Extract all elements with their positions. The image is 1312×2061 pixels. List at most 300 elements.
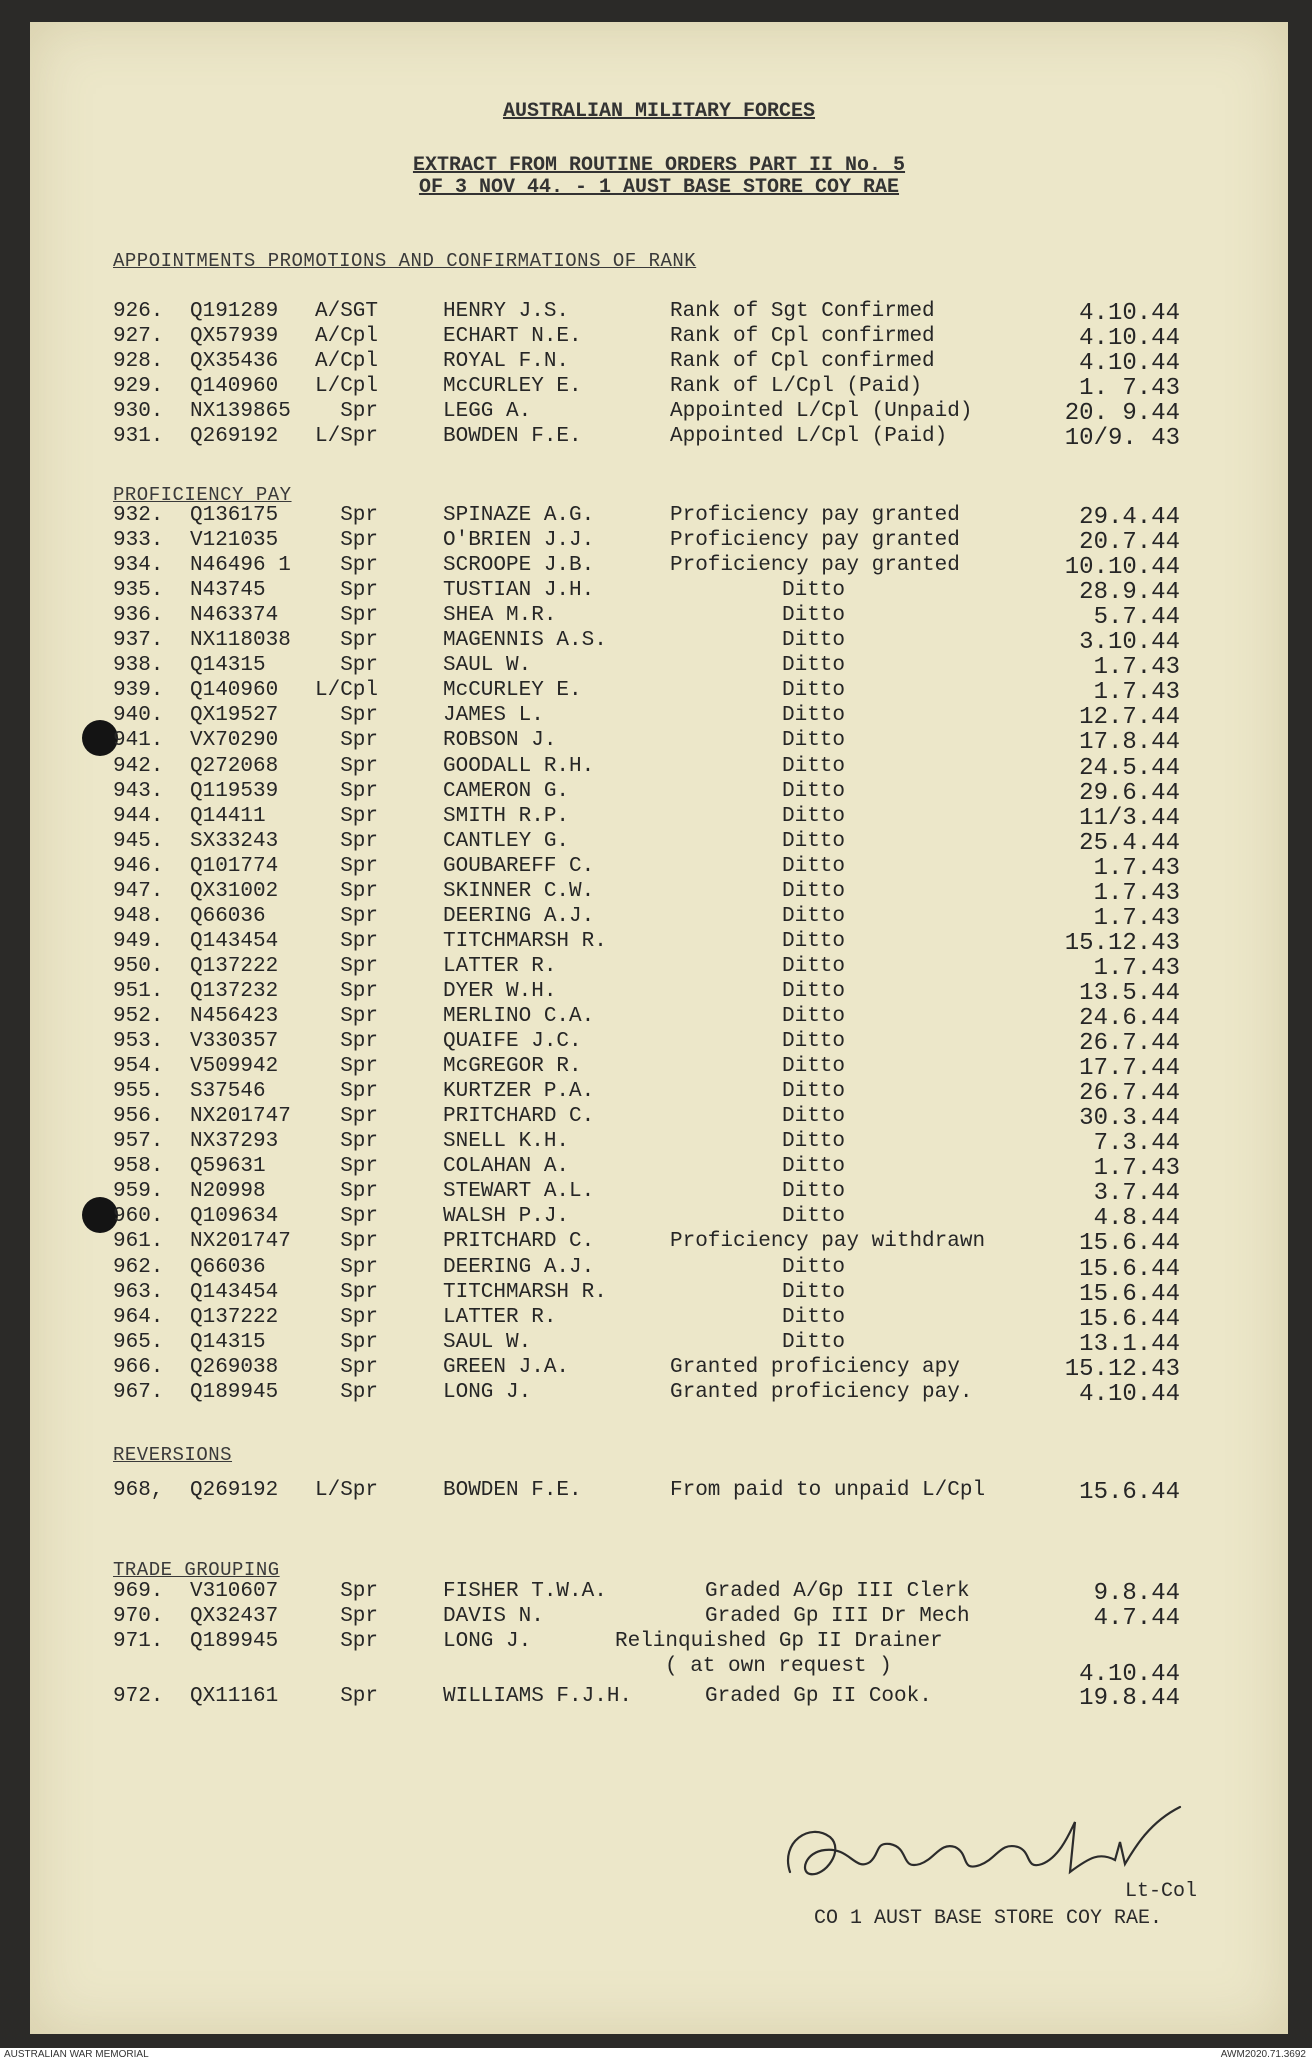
entry-number: 955. (113, 1080, 164, 1104)
rank: Spr (340, 854, 378, 878)
rank: Spr (340, 929, 378, 953)
rank: Spr (340, 1380, 378, 1404)
entry-row (30, 1155, 1288, 1183)
service-number: QX32437 (190, 1605, 279, 1628)
entry-number: 965. (113, 1330, 164, 1354)
rank: Spr (340, 1105, 378, 1129)
entry-row (30, 880, 1288, 905)
entry-row (30, 1331, 1288, 1356)
entry-number: 937. (113, 629, 164, 653)
entry-date: 9.8.44 (1093, 1580, 1180, 1607)
rank: Spr (340, 704, 378, 728)
entry-description: Granted proficiency apy (670, 1355, 960, 1379)
member-name: DYER W.H. (443, 979, 557, 1003)
entry-date: 4.10.44 (1079, 1661, 1180, 1688)
rank: Spr (340, 729, 378, 753)
entry-date: 1.7.43 (1093, 679, 1180, 707)
rank: Spr (340, 1180, 378, 1204)
service-number: QX11161 (190, 1685, 279, 1708)
entry-row (30, 1356, 1288, 1381)
entry-description: Ditto (782, 904, 846, 928)
entry-description: Ditto (782, 1255, 846, 1279)
entry-date: 13.5.44 (1079, 979, 1180, 1007)
rank: Spr (340, 1005, 378, 1028)
entry-number: 970. (113, 1605, 164, 1628)
entry-row (30, 1256, 1288, 1281)
rank: Spr (340, 1605, 378, 1628)
entry-date: 3.7.44 (1093, 1180, 1180, 1208)
rank: Spr (340, 879, 378, 903)
footer-accession-number: AWM2020.71.3692 (1220, 2049, 1306, 2060)
entry-number: 963. (113, 1280, 164, 1304)
member-name: BOWDEN F.E. (443, 1479, 582, 1502)
service-number: Q272068 (190, 754, 279, 778)
rank: L/Cpl (314, 375, 378, 398)
entry-row (30, 855, 1288, 880)
document-title: AUSTRALIAN MILITARY FORCES (502, 100, 816, 123)
entry-date: 15.6.44 (1079, 1280, 1180, 1308)
entry-row (30, 1105, 1288, 1133)
entry-description: Ditto (782, 1155, 846, 1179)
section-heading-reversions: REVERSIONS (113, 1444, 233, 1466)
rank: Spr (340, 1080, 378, 1104)
entry-description: Ditto (782, 679, 846, 703)
member-name: BOWDEN F.E. (443, 425, 582, 448)
member-name: PRITCHARD C. (443, 1230, 595, 1254)
section-heading-proficiency: PROFICIENCY PAY (113, 484, 292, 506)
entry-description: Rank of L/Cpl (Paid) (670, 375, 923, 398)
member-name: SMITH R.P. (443, 804, 570, 828)
rank: Spr (340, 604, 378, 628)
entry-row (30, 704, 1288, 732)
entry-row (30, 1005, 1288, 1030)
service-number: N463374 (190, 604, 279, 628)
section-heading-appointments: APPOINTMENTS PROMOTIONS AND CONFIRMATIONS OF RANK (113, 250, 697, 272)
member-name: SHEA M.R. (443, 604, 557, 628)
member-name: TITCHMARSH R. (443, 929, 607, 953)
entry-number: 952. (113, 1005, 164, 1028)
rank: Spr (340, 1280, 378, 1304)
entry-date: 24.5.44 (1079, 754, 1180, 782)
entry-description: Ditto (782, 1180, 846, 1204)
service-number: Q119539 (190, 779, 279, 803)
rank: Spr (340, 1055, 378, 1079)
service-number: QX57939 (190, 325, 279, 348)
entry-number: 947. (113, 879, 164, 903)
entry-number: 942. (113, 754, 164, 778)
member-name: DEERING A.J. (443, 904, 595, 928)
entry-number: 946. (113, 854, 164, 878)
entry-description: Ditto (782, 1030, 846, 1054)
entry-description: From paid to unpaid L/Cpl (670, 1479, 986, 1502)
entry-date: 19.8.44 (1079, 1685, 1180, 1712)
entry-description: Ditto (782, 879, 846, 903)
entry-date: 4.7.44 (1093, 1605, 1180, 1632)
entry-number: 943. (113, 779, 164, 803)
service-number: SX33243 (190, 829, 279, 853)
rank: Spr (340, 1230, 378, 1254)
service-number: Q269038 (190, 1355, 279, 1379)
entry-number: 948. (113, 904, 164, 928)
member-name: ECHART N.E. (443, 325, 582, 348)
service-number: V121035 (190, 529, 279, 553)
entry-number: 951. (113, 979, 164, 1003)
entry-date: 1.7.43 (1093, 954, 1180, 982)
member-name: JAMES L. (443, 704, 544, 728)
service-number: QX35436 (190, 350, 279, 373)
entry-description: Ditto (782, 1280, 846, 1304)
service-number: VX70290 (190, 729, 279, 753)
member-name: ROYAL F.N. (443, 350, 570, 373)
member-name: MERLINO C.A. (443, 1005, 595, 1028)
member-name: SAUL W. (443, 654, 532, 678)
entry-date: 7.3.44 (1093, 1130, 1180, 1158)
rank: Spr (340, 1205, 378, 1229)
member-name: TITCHMARSH R. (443, 1280, 607, 1304)
entry-row (30, 1479, 1288, 1504)
entry-number: 928. (113, 350, 164, 373)
document-page (30, 22, 1288, 2034)
service-number: Q14411 (190, 804, 266, 828)
member-name: LEGG A. (443, 400, 532, 423)
entry-date: 29.4.44 (1079, 504, 1180, 531)
entry-date: 1.7.43 (1093, 1155, 1180, 1183)
entry-description: Ditto (782, 829, 846, 853)
entry-number: 960. (113, 1205, 164, 1229)
entry-number: 945. (113, 829, 164, 853)
entry-date: 1.7.43 (1093, 879, 1180, 907)
service-number: Q109634 (190, 1205, 279, 1229)
entry-row (30, 830, 1288, 855)
entry-description: Ditto (782, 1130, 846, 1154)
entry-row (30, 1306, 1288, 1331)
entry-number: 950. (113, 954, 164, 978)
entry-row (30, 425, 1288, 450)
service-number: Q66036 (190, 904, 266, 928)
service-number: Q143454 (190, 1280, 279, 1304)
entry-date: 25.4.44 (1079, 829, 1180, 857)
service-number: Q136175 (190, 504, 279, 527)
service-number: Q189945 (190, 1380, 279, 1404)
entry-number: 953. (113, 1030, 164, 1054)
member-name: CAMERON G. (443, 779, 570, 803)
rank: Spr (340, 654, 378, 678)
entry-description: Appointed L/Cpl (Paid) (670, 425, 948, 448)
member-name: CANTLEY G. (443, 829, 570, 853)
entry-description: Ditto (782, 929, 846, 953)
entry-row (30, 980, 1288, 1005)
entry-row (30, 805, 1288, 830)
entry-description: Ditto (782, 779, 846, 803)
entry-date: 26.7.44 (1079, 1030, 1180, 1058)
entry-row (30, 1205, 1288, 1233)
entry-description: Ditto (782, 629, 846, 653)
entry-date: 4.10.44 (1079, 300, 1180, 327)
rank: Spr (340, 829, 378, 853)
member-name: TUSTIAN J.H. (443, 579, 595, 603)
member-name: O'BRIEN J.J. (443, 529, 595, 553)
entry-row (30, 554, 1288, 582)
entry-row (30, 1130, 1288, 1158)
entry-description: Graded Gp II Cook. (705, 1685, 932, 1708)
rank: Spr (340, 1030, 378, 1054)
entry-description: Ditto (782, 1305, 846, 1329)
member-name: SPINAZE A.G. (443, 504, 595, 527)
entry-row (30, 1180, 1288, 1208)
entry-row (30, 325, 1288, 350)
entry-date: 24.6.44 (1079, 1005, 1180, 1032)
entry-row (30, 1685, 1288, 1710)
service-number: Q189945 (190, 1630, 279, 1653)
service-number: Q14315 (190, 654, 266, 678)
section-heading-trade-grouping: TRADE GROUPING (113, 1559, 280, 1581)
entry-description: Ditto (782, 1105, 846, 1129)
entry-row (30, 504, 1288, 529)
service-number: Q137222 (190, 1305, 279, 1329)
entry-date: 15.6.44 (1079, 1230, 1180, 1258)
rank: L/Spr (314, 425, 378, 448)
service-number: Q143454 (190, 929, 279, 953)
entry-date: 30.3.44 (1079, 1105, 1180, 1133)
entry-row (30, 1580, 1288, 1605)
member-name: McCURLEY E. (443, 375, 582, 398)
entry-date: 1. 7.43 (1079, 375, 1180, 402)
entry-description: Relinquished Gp II Drainer (615, 1630, 943, 1653)
service-number: Q191289 (190, 300, 279, 323)
rank: Spr (340, 754, 378, 778)
entry-row (30, 400, 1288, 425)
entry-number: 969. (113, 1580, 164, 1603)
entry-number: 927. (113, 325, 164, 348)
footer-credit: AUSTRALIAN WAR MEMORIAL (4, 2049, 149, 2060)
entry-number: 971. (113, 1630, 164, 1653)
entry-row (30, 604, 1288, 632)
rank: Spr (340, 400, 378, 423)
entry-row (30, 1080, 1288, 1108)
entry-description: Proficiency pay withdrawn (670, 1230, 986, 1254)
entry-number: 959. (113, 1180, 164, 1204)
member-name: GOUBAREFF C. (443, 854, 595, 878)
entry-number: 941. (113, 729, 164, 753)
service-number: Q59631 (190, 1155, 266, 1179)
member-name: ROBSON J. (443, 729, 557, 753)
entry-row (30, 729, 1288, 757)
entry-date: 1.7.43 (1093, 854, 1180, 882)
entry-description: Ditto (782, 804, 846, 828)
entry-date: 15.12.43 (1064, 929, 1180, 957)
member-name: SAUL W. (443, 1330, 532, 1354)
service-number: Q101774 (190, 854, 279, 878)
service-number: N43745 (190, 579, 266, 603)
entry-description: Ditto (782, 854, 846, 878)
entry-row (30, 1055, 1288, 1083)
rank: Spr (340, 1305, 378, 1329)
rank: Spr (340, 579, 378, 603)
member-name: MAGENNIS A.S. (443, 629, 607, 653)
rank: Spr (340, 1355, 378, 1379)
entry-row (30, 930, 1288, 955)
signature-rank: Lt-Col (1125, 1880, 1198, 1903)
entry-date: 29.6.44 (1079, 779, 1180, 807)
entry-number: 961. (113, 1230, 164, 1254)
service-number: NX118038 (190, 629, 291, 653)
entry-description: Proficiency pay granted (670, 554, 960, 578)
entry-number: 932. (113, 504, 164, 527)
rank: Spr (340, 904, 378, 928)
entry-description-continued: ( at own request ) (665, 1655, 892, 1678)
rank: Spr (340, 1685, 378, 1708)
member-name: LONG J. (443, 1380, 532, 1404)
entry-row (30, 1281, 1288, 1306)
entry-date: 4.10.44 (1079, 350, 1180, 377)
entry-row (30, 1605, 1288, 1630)
service-number: N456423 (190, 1005, 279, 1028)
entry-row (30, 654, 1288, 682)
service-number: NX139865 (190, 400, 291, 423)
entry-row (30, 780, 1288, 805)
service-number: N46496 1 (190, 554, 291, 578)
entry-row (30, 300, 1288, 325)
service-number: V330357 (190, 1030, 279, 1054)
entry-date: 4.10.44 (1079, 325, 1180, 352)
entry-description: Ditto (782, 579, 846, 603)
entry-row (30, 905, 1288, 930)
entry-date: 4.10.44 (1079, 1380, 1180, 1408)
entry-description: Ditto (782, 604, 846, 628)
entry-row (30, 1230, 1288, 1258)
entry-number: 934. (113, 554, 164, 578)
member-name: SKINNER C.W. (443, 879, 595, 903)
member-name: LATTER R. (443, 1305, 557, 1329)
entry-row (30, 1381, 1288, 1406)
entry-description: Ditto (782, 979, 846, 1003)
member-name: HENRY J.S. (443, 300, 570, 323)
entry-number: 930. (113, 400, 164, 423)
service-number: Q269192 (190, 425, 279, 448)
entry-description: Proficiency pay granted (670, 504, 960, 527)
rank: A/SGT (314, 300, 378, 323)
rank: Spr (340, 979, 378, 1003)
entry-date: 20.7.44 (1079, 529, 1180, 557)
entry-number: 957. (113, 1130, 164, 1154)
service-number: Q137222 (190, 954, 279, 978)
entry-description: Ditto (782, 1205, 846, 1229)
entry-date: 10.10.44 (1064, 554, 1180, 582)
member-name: KURTZER P.A. (443, 1080, 595, 1104)
rank: Spr (340, 1155, 378, 1179)
rank: Spr (340, 1330, 378, 1354)
member-name: COLAHAN A. (443, 1155, 570, 1179)
member-name: LONG J. (443, 1630, 532, 1653)
document-subtitle-line1: EXTRACT FROM ROUTINE ORDERS PART II No. 5 (412, 154, 906, 177)
entry-row (30, 1030, 1288, 1058)
entry-number: 962. (113, 1255, 164, 1279)
entry-date: 5.7.44 (1093, 604, 1180, 632)
entry-date: 15.12.43 (1064, 1355, 1180, 1383)
service-number: QX19527 (190, 704, 279, 728)
entry-description: Ditto (782, 1005, 846, 1028)
entry-description: Ditto (782, 704, 846, 728)
rank: Spr (340, 1580, 378, 1603)
entry-date: 15.6.44 (1079, 1479, 1180, 1506)
entry-number: 931. (113, 425, 164, 448)
member-name: McGREGOR R. (443, 1055, 582, 1079)
entry-date: 1.7.43 (1093, 654, 1180, 682)
member-name: LATTER R. (443, 954, 557, 978)
entry-number: 938. (113, 654, 164, 678)
member-name: PRITCHARD C. (443, 1105, 595, 1129)
rank: A/Cpl (314, 325, 378, 348)
entry-description: Graded A/Gp III Clerk (705, 1580, 970, 1603)
entry-date: 26.7.44 (1079, 1080, 1180, 1108)
service-number: S37546 (190, 1080, 266, 1104)
entry-row (30, 1630, 1288, 1688)
service-number: Q140960 (190, 679, 279, 703)
entry-date: 11/3.44 (1079, 804, 1180, 832)
member-name: STEWART A.L. (443, 1180, 595, 1204)
entry-number: 968, (113, 1479, 164, 1502)
service-number: NX201747 (190, 1230, 291, 1254)
rank: Spr (340, 804, 378, 828)
entry-row (30, 579, 1288, 607)
service-number: NX201747 (190, 1105, 291, 1129)
entry-description: Ditto (782, 754, 846, 778)
entry-date: 13.1.44 (1079, 1330, 1180, 1358)
member-name: DAVIS N. (443, 1605, 544, 1628)
entry-number: 933. (113, 529, 164, 553)
entry-description: Ditto (782, 954, 846, 978)
entry-number: 944. (113, 804, 164, 828)
entry-description: Granted proficiency pay. (670, 1380, 973, 1404)
entry-description: Rank of Cpl confirmed (670, 350, 935, 373)
member-name: GOODALL R.H. (443, 754, 595, 778)
member-name: FISHER T.W.A. (443, 1580, 607, 1603)
entry-date: 28.9.44 (1079, 579, 1180, 607)
member-name: SCROOPE J.B. (443, 554, 595, 578)
entry-number: 936. (113, 604, 164, 628)
entry-row (30, 350, 1288, 375)
signature-unit: CO 1 AUST BASE STORE COY RAE. (814, 1907, 1163, 1930)
entry-row (30, 629, 1288, 657)
member-name: SNELL K.H. (443, 1130, 570, 1154)
rank: Spr (340, 1630, 378, 1653)
entry-description: Appointed L/Cpl (Unpaid) (670, 400, 973, 423)
entry-date: 1.7.43 (1093, 904, 1180, 932)
entry-description: Ditto (782, 1080, 846, 1104)
entry-number: 949. (113, 929, 164, 953)
entry-date: 12.7.44 (1079, 704, 1180, 732)
service-number: Q137232 (190, 979, 279, 1003)
rank: L/Spr (314, 1479, 378, 1502)
rank: Spr (340, 954, 378, 978)
service-number: Q140960 (190, 375, 279, 398)
member-name: McCURLEY E. (443, 679, 582, 703)
member-name: WALSH P.J. (443, 1205, 570, 1229)
entry-number: 972. (113, 1685, 164, 1708)
entry-date: 10/9. 43 (1064, 425, 1180, 452)
entry-number: 926. (113, 300, 164, 323)
entry-number: 966. (113, 1355, 164, 1379)
rank: Spr (340, 1255, 378, 1279)
entry-number: 935. (113, 579, 164, 603)
entry-description: Ditto (782, 1330, 846, 1354)
rank: Spr (340, 1130, 378, 1154)
entry-description: Ditto (782, 729, 846, 753)
entry-number: 940. (113, 704, 164, 728)
entry-description: Graded Gp III Dr Mech (705, 1605, 970, 1628)
service-number: Q14315 (190, 1330, 266, 1354)
member-name: QUAIFE J.C. (443, 1030, 582, 1054)
